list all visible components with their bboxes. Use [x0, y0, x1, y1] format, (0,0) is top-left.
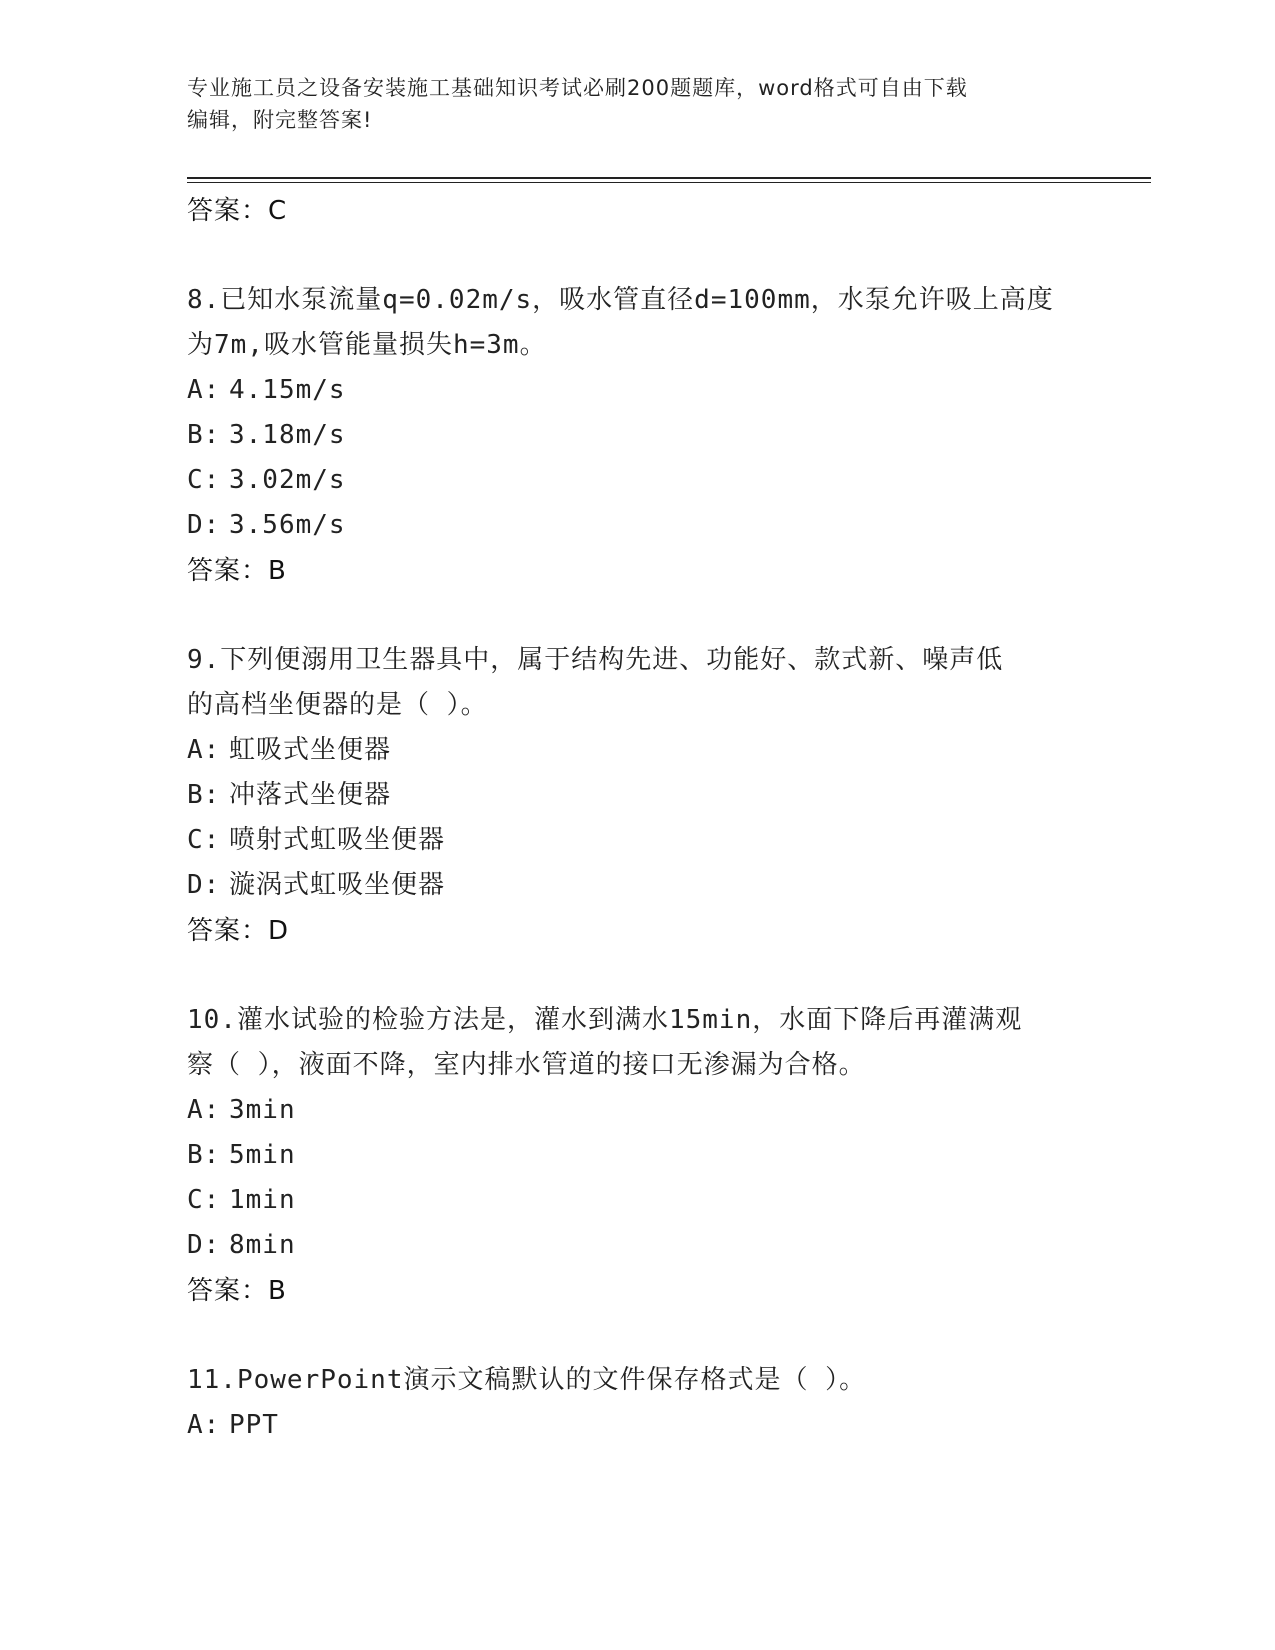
- option-key: A:: [187, 735, 221, 765]
- option-b: [187, 413, 1087, 458]
- question-stem-line: 察（ ），液面不降，室内排水管道的接口无渗漏为合格。: [187, 1050, 866, 1080]
- document-body: [187, 188, 1087, 1448]
- question-block: [187, 1358, 1087, 1448]
- option-key: C:: [187, 465, 221, 495]
- question-stem-line: 8.已知水泵流量q=0.02m/s，吸水管直径d=100mm，水泵允许吸上高度: [187, 285, 1054, 315]
- option-c: [187, 1178, 1087, 1223]
- option-text: 3.02m/s: [229, 465, 346, 495]
- question-stem-line: 11.PowerPoint演示文稿默认的文件保存格式是（ ）。: [187, 1365, 867, 1395]
- question-stem: [187, 1358, 1087, 1403]
- option-text: 虹吸式坐便器: [229, 735, 392, 765]
- option-d: [187, 1223, 1087, 1268]
- question-block: [187, 998, 1087, 1314]
- option-text: 漩涡式虹吸坐便器: [229, 870, 446, 900]
- question-stem-line: 9.下列便溺用卫生器具中，属于结构先进、功能好、款式新、噪声低: [187, 645, 1004, 675]
- header-divider-thin: [187, 182, 1151, 183]
- question-stem: [187, 278, 1087, 368]
- option-c: [187, 818, 1087, 863]
- option-key: A:: [187, 1095, 221, 1125]
- question-block: [187, 638, 1087, 954]
- option-text: PPT: [229, 1410, 279, 1440]
- answer-line: 答案：B: [187, 1276, 287, 1306]
- option-text: 4.15m/s: [229, 375, 346, 405]
- question-stem-line: 为7m,吸水管能量损失h=3m。: [187, 330, 547, 360]
- option-key: C:: [187, 825, 221, 855]
- option-text: 喷射式虹吸坐便器: [229, 825, 446, 855]
- option-text: 3.56m/s: [229, 510, 346, 540]
- header-divider-thick: [187, 177, 1151, 179]
- question-stem: [187, 998, 1087, 1088]
- answer-line: 答案：B: [187, 556, 287, 586]
- option-key: D:: [187, 510, 221, 540]
- header-line-1: 专业施工员之设备安装施工基础知识考试必刷200题题库，word格式可自由下载: [187, 76, 968, 100]
- question-stem-line: 的高档坐便器的是（ ）。: [187, 690, 488, 720]
- option-a: [187, 1088, 1087, 1133]
- option-text: 3min: [229, 1095, 296, 1125]
- option-key: D:: [187, 1230, 221, 1260]
- option-key: D:: [187, 870, 221, 900]
- option-key: B:: [187, 420, 221, 450]
- option-text: 冲落式坐便器: [229, 780, 392, 810]
- option-text: 5min: [229, 1140, 296, 1170]
- answer-line: 答案：D: [187, 916, 290, 946]
- document-header: [187, 72, 1087, 136]
- question-block: [187, 278, 1087, 594]
- option-a: [187, 1403, 1087, 1448]
- option-d: [187, 863, 1087, 908]
- option-key: A:: [187, 375, 221, 405]
- option-a: [187, 728, 1087, 773]
- option-key: B:: [187, 1140, 221, 1170]
- header-line-2: 编辑，附完整答案!: [187, 108, 373, 132]
- option-b: [187, 1133, 1087, 1178]
- option-key: A:: [187, 1410, 221, 1440]
- option-key: C:: [187, 1185, 221, 1215]
- option-text: 1min: [229, 1185, 296, 1215]
- option-c: [187, 458, 1087, 503]
- option-b: [187, 773, 1087, 818]
- option-d: [187, 503, 1087, 548]
- option-text: 8min: [229, 1230, 296, 1260]
- option-a: [187, 368, 1087, 413]
- question-stem-line: 10.灌水试验的检验方法是，灌水到满水15min，水面下降后再灌满观: [187, 1005, 1023, 1035]
- option-text: 3.18m/s: [229, 420, 346, 450]
- question-stem: [187, 638, 1087, 728]
- option-key: B:: [187, 780, 221, 810]
- answer-line: 答案：C: [187, 196, 288, 226]
